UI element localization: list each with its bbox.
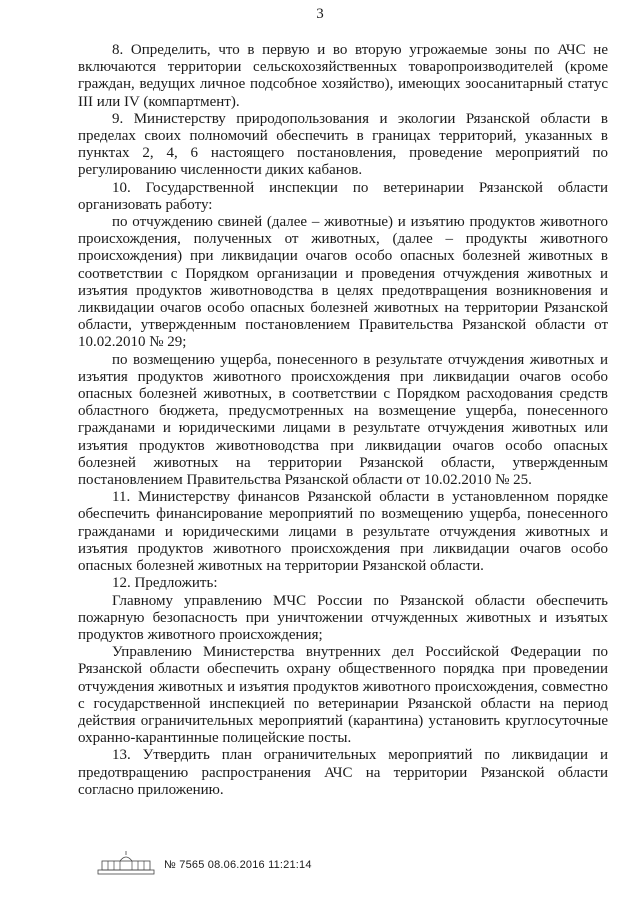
paragraph-9: 9. Министерству природопользования и экологии Рязанской области в пределах своих полномочий обеспечить в границах территорий, указанных в пунктах 2, 4, 6 настоящего постановления, проведение мероприятий по регулированию численности диких кабанов. — [78, 110, 608, 179]
paragraph-13: 13. Утвердить план ограничительных мероприятий по ликвидации и предотвращению распространения АЧС на территории Рязанской области согласно приложению. — [78, 747, 608, 798]
paragraph-12-item-1: Главному управлению МЧС России по Рязанской области обеспечить пожарную безопасность при уничтожении отчужденных животных и изъятых продуктов животного происхождения; — [78, 592, 608, 643]
paragraph-10-item-1: по отчуждению свиней (далее – животные) и изъятию продуктов животного происхождения, полученных от животных, (далее – продукты животного происхождения) при ликвидации очагов особо опасных болезней животных в соответствии с Порядком организации и проведения отчуждения животных и изъятия продуктов животноводства в целях предотвращения возникновения и ликвидации очагов особо опасных болезней животных на территории Рязанской области, утвержденным постановлением Правительства Рязанской области от 10.02.2010 № 29; — [78, 214, 608, 351]
document-body — [78, 42, 608, 799]
registration-stamp: № 7565 08.06.2016 11:21:14 — [164, 858, 312, 871]
paragraph-8: 8. Определить, что в первую и во вторую угрожаемые зоны по АЧС не включаются территории сельскохозяйственных товаропроизводителей (кроме граждан, ведущих личное подсобное хозяйство), имеющих зоосанитарный статус III или IV (компартмент). — [78, 42, 608, 110]
document-footer — [96, 850, 312, 879]
paragraph-12-item-2: Управлению Министерства внутренних дел Российской Федерации по Рязанской области обеспечить охрану общественного порядка при проведении отчуждения животных и изъятия продуктов животного происхождения, совместно с государственной инспекцией по ветеринарии Рязанской области на период действия ограничительных мероприятий (карантина) установить круглосуточные охранно-карантинные полицейские посты. — [78, 644, 608, 747]
building-logo-icon — [96, 850, 156, 879]
paragraph-12: 12. Предложить: — [112, 575, 218, 592]
paragraph-10-item-2: по возмещению ущерба, понесенного в результате отчуждения животных и изъятия продуктов животного происхождения при ликвидации очагов особо опасных болезней животных, в соответствии с Порядком расходования средств областного бюджета, предусмотренных на возмещение ущерба, понесенного гражданами и юридическими лицами в результате отчуждения животных или изъятия продуктов животноводства при ликвидации очагов особо опасных болезней животных на территории Рязанской области, утвержденным постановлением Правительства Рязанской области от 10.02.2010 № 25. — [78, 351, 608, 489]
paragraph-11: 11. Министерству финансов Рязанской области в установленном порядке обеспечить финансирование мероприятий по возмещению ущерба, понесенного гражданами и юридическими лицами в результате отчуждения животных и изъятия продуктов животного происхождения при ликвидации очагов особо опасных болезней животных на территории Рязанской области. — [78, 489, 608, 575]
paragraph-10: 10. Государственной инспекции по ветеринарии Рязанской области организовать работу: — [78, 179, 608, 213]
page-number: 3 — [316, 6, 324, 22]
